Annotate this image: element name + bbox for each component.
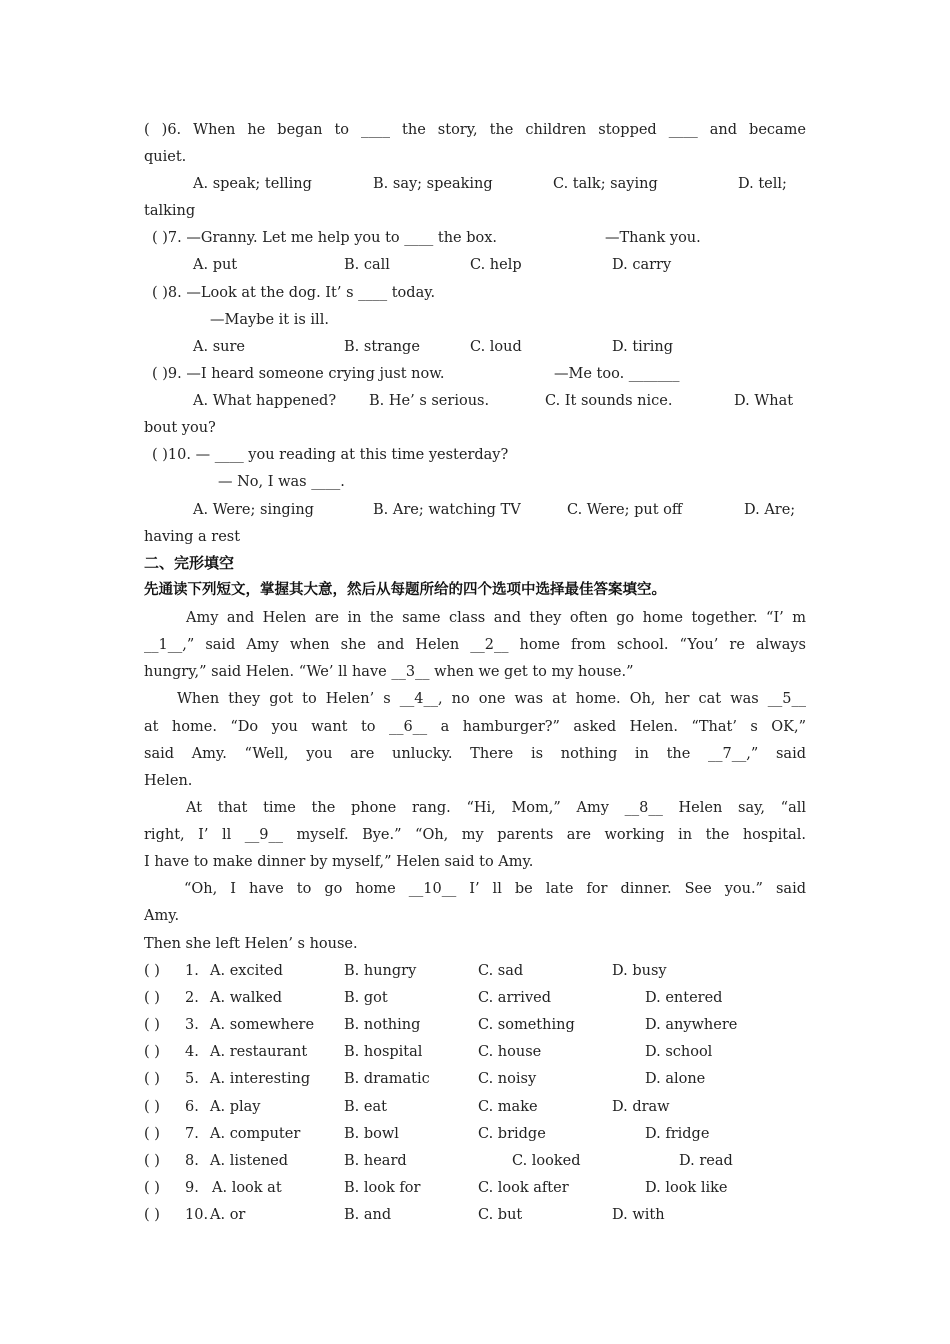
option-c: C. bridge [478, 1125, 546, 1142]
option-a: A. restaurant [210, 1044, 308, 1061]
option-a: A. sure [193, 339, 245, 355]
passage-line: Amy. [144, 908, 180, 924]
answer-blank[interactable]: ( ) [144, 1206, 160, 1223]
option-c: C. arrived [478, 990, 551, 1007]
answer-blank[interactable]: ( ) [144, 963, 160, 979]
option-d: D. tiring [612, 339, 673, 355]
q6-stem-wrap: quiet. [144, 149, 187, 165]
option-a: A. look at [212, 1179, 282, 1196]
answer-blank[interactable]: ( ) [144, 1071, 160, 1088]
passage-line: I have to make dinner by myself,” Helen said to Amy. [144, 854, 534, 870]
question-number: 3. [185, 1017, 199, 1034]
q6-options-wrap: talking [144, 203, 196, 219]
passage-line: Then she left Helen’ s house. [144, 936, 358, 952]
option-b: B. look for [344, 1179, 421, 1196]
option-d: D. draw [612, 1098, 670, 1115]
option-d: D. anywhere [645, 1017, 738, 1034]
option-b: B. Are; watching TV [373, 502, 521, 518]
option-a: A. play [210, 1098, 261, 1115]
answer-blank[interactable]: ( ) [144, 1098, 160, 1115]
q6-stem: ( )6. When he began to ____ the story, the children stopped ____ and became [144, 122, 806, 138]
option-b: B. strange [344, 339, 420, 355]
answer-blank[interactable]: ( ) [144, 1044, 160, 1061]
passage-line: When they got to Helen’ s __4__, no one was at home. Oh, her cat was __5__ [177, 691, 806, 707]
option-c: C. house [478, 1044, 542, 1061]
passage-line: Helen. [144, 773, 193, 789]
option-b: B. got [344, 990, 388, 1007]
option-b: B. hospital [344, 1044, 423, 1061]
passage-line: “Oh, I have to go home __10__ I’ ll be late for dinner. See you.” said [184, 881, 806, 897]
option-c: C. something [478, 1017, 575, 1034]
option-c: C. make [478, 1098, 538, 1115]
option-c: C. It sounds nice. [545, 393, 673, 409]
option-a: A. interesting [210, 1071, 311, 1088]
option-b: B. He’ s serious. [369, 393, 490, 409]
q9-reply: —Me too. _______ [554, 366, 680, 382]
passage-line: at home. “Do you want to __6__ a hamburger?” asked Helen. “That’ s OK,” [144, 719, 806, 735]
option-d: D. alone [645, 1071, 706, 1088]
option-b: B. and [344, 1206, 392, 1223]
option-c: C. loud [470, 339, 522, 355]
q8-reply: —Maybe it is ill. [210, 312, 329, 328]
option-d: D. school [645, 1044, 713, 1061]
passage-line: At that time the phone rang. “Hi, Mom,” Amy __8__ Helen say, “all [186, 800, 806, 816]
passage-line: right, I’ ll __9__ myself. Bye.” “Oh, my parents are working in the hospital. [144, 827, 806, 843]
passage-line: __1__,” said Amy when she and Helen __2__ home from school. “You’ re always [144, 637, 806, 653]
passage-line: said Amy. “Well, you are unlucky. There is nothing in the __7__,” said [144, 746, 806, 762]
option-c: C. look after [478, 1179, 569, 1196]
option-c: C. but [478, 1206, 523, 1223]
option-c: C. sad [478, 963, 524, 979]
option-c: C. talk; saying [553, 176, 658, 192]
option-a: A. put [193, 257, 238, 273]
question-number: 9. [185, 1179, 199, 1196]
section-instruction: 先通读下列短文，掌握其大意，然后从每题所给的四个选项中选择最佳答案填空。 [144, 582, 666, 598]
option-a: A. computer [210, 1125, 301, 1142]
option-a: A. speak; telling [193, 176, 312, 192]
option-a: A. somewhere [210, 1017, 315, 1034]
answer-blank[interactable]: ( ) [144, 1125, 160, 1142]
passage-line: hungry,” said Helen. “We’ ll have __3__ when we get to my house.” [144, 664, 634, 680]
option-d: D. look like [645, 1179, 728, 1196]
section-heading: 二、完形填空 [144, 554, 235, 572]
question-number: 5. [185, 1071, 199, 1088]
option-b: B. heard [344, 1152, 407, 1169]
answer-blank[interactable]: ( ) [144, 1152, 160, 1169]
option-b: B. dramatic [344, 1071, 430, 1088]
question-number: 10. [185, 1206, 209, 1223]
question-number: 1. [185, 963, 199, 979]
option-d: D. fridge [645, 1125, 710, 1142]
option-a: A. Were; singing [193, 502, 314, 518]
option-d: D. read [679, 1152, 733, 1169]
option-d: D. tell; [738, 176, 787, 192]
option-d: D. What [734, 393, 794, 409]
option-b: B. nothing [344, 1017, 421, 1034]
option-c: C. help [470, 257, 522, 273]
option-a: A. listened [210, 1152, 289, 1169]
q9-stem: ( )9. —I heard someone crying just now. [152, 366, 445, 382]
question-number: 8. [185, 1152, 199, 1169]
option-b: B. bowl [344, 1125, 399, 1142]
option-d: D. carry [612, 257, 672, 273]
q10-options-wrap: having a rest [144, 529, 241, 545]
option-b: B. call [344, 257, 390, 273]
answer-blank[interactable]: ( ) [144, 1017, 160, 1034]
question-number: 4. [185, 1044, 199, 1061]
option-b: B. hungry [344, 963, 417, 979]
option-a: A. excited [210, 963, 283, 979]
q9-options-wrap: bout you? [144, 420, 216, 436]
option-b: B. say; speaking [373, 176, 493, 192]
q10-stem: ( )10. — ____ you reading at this time yesterday? [152, 447, 509, 463]
q10-reply: — No, I was ____. [218, 474, 345, 490]
passage-line: Amy and Helen are in the same class and they often go home together. “I’ m [186, 610, 806, 626]
option-c: C. looked [512, 1152, 581, 1169]
option-d: D. entered [645, 990, 723, 1007]
question-number: 7. [185, 1125, 199, 1142]
question-number: 2. [185, 990, 199, 1007]
option-c: C. noisy [478, 1071, 537, 1088]
answer-blank[interactable]: ( ) [144, 990, 160, 1007]
option-d: D. with [612, 1206, 665, 1223]
answer-blank[interactable]: ( ) [144, 1179, 160, 1196]
option-b: B. eat [344, 1098, 387, 1115]
option-a: A. or [210, 1206, 246, 1223]
option-c: C. Were; put off [567, 502, 683, 518]
option-d: D. busy [612, 963, 667, 979]
option-d: D. Are; [744, 502, 796, 518]
q7-stem: ( )7. —Granny. Let me help you to ____ the box. [152, 230, 498, 246]
q7-reply: —Thank you. [605, 230, 701, 246]
q8-stem: ( )8. —Look at the dog. It’ s ____ today. [152, 285, 436, 301]
option-a: A. walked [210, 990, 283, 1007]
option-a: A. What happened? [193, 393, 337, 409]
question-number: 6. [185, 1098, 199, 1115]
